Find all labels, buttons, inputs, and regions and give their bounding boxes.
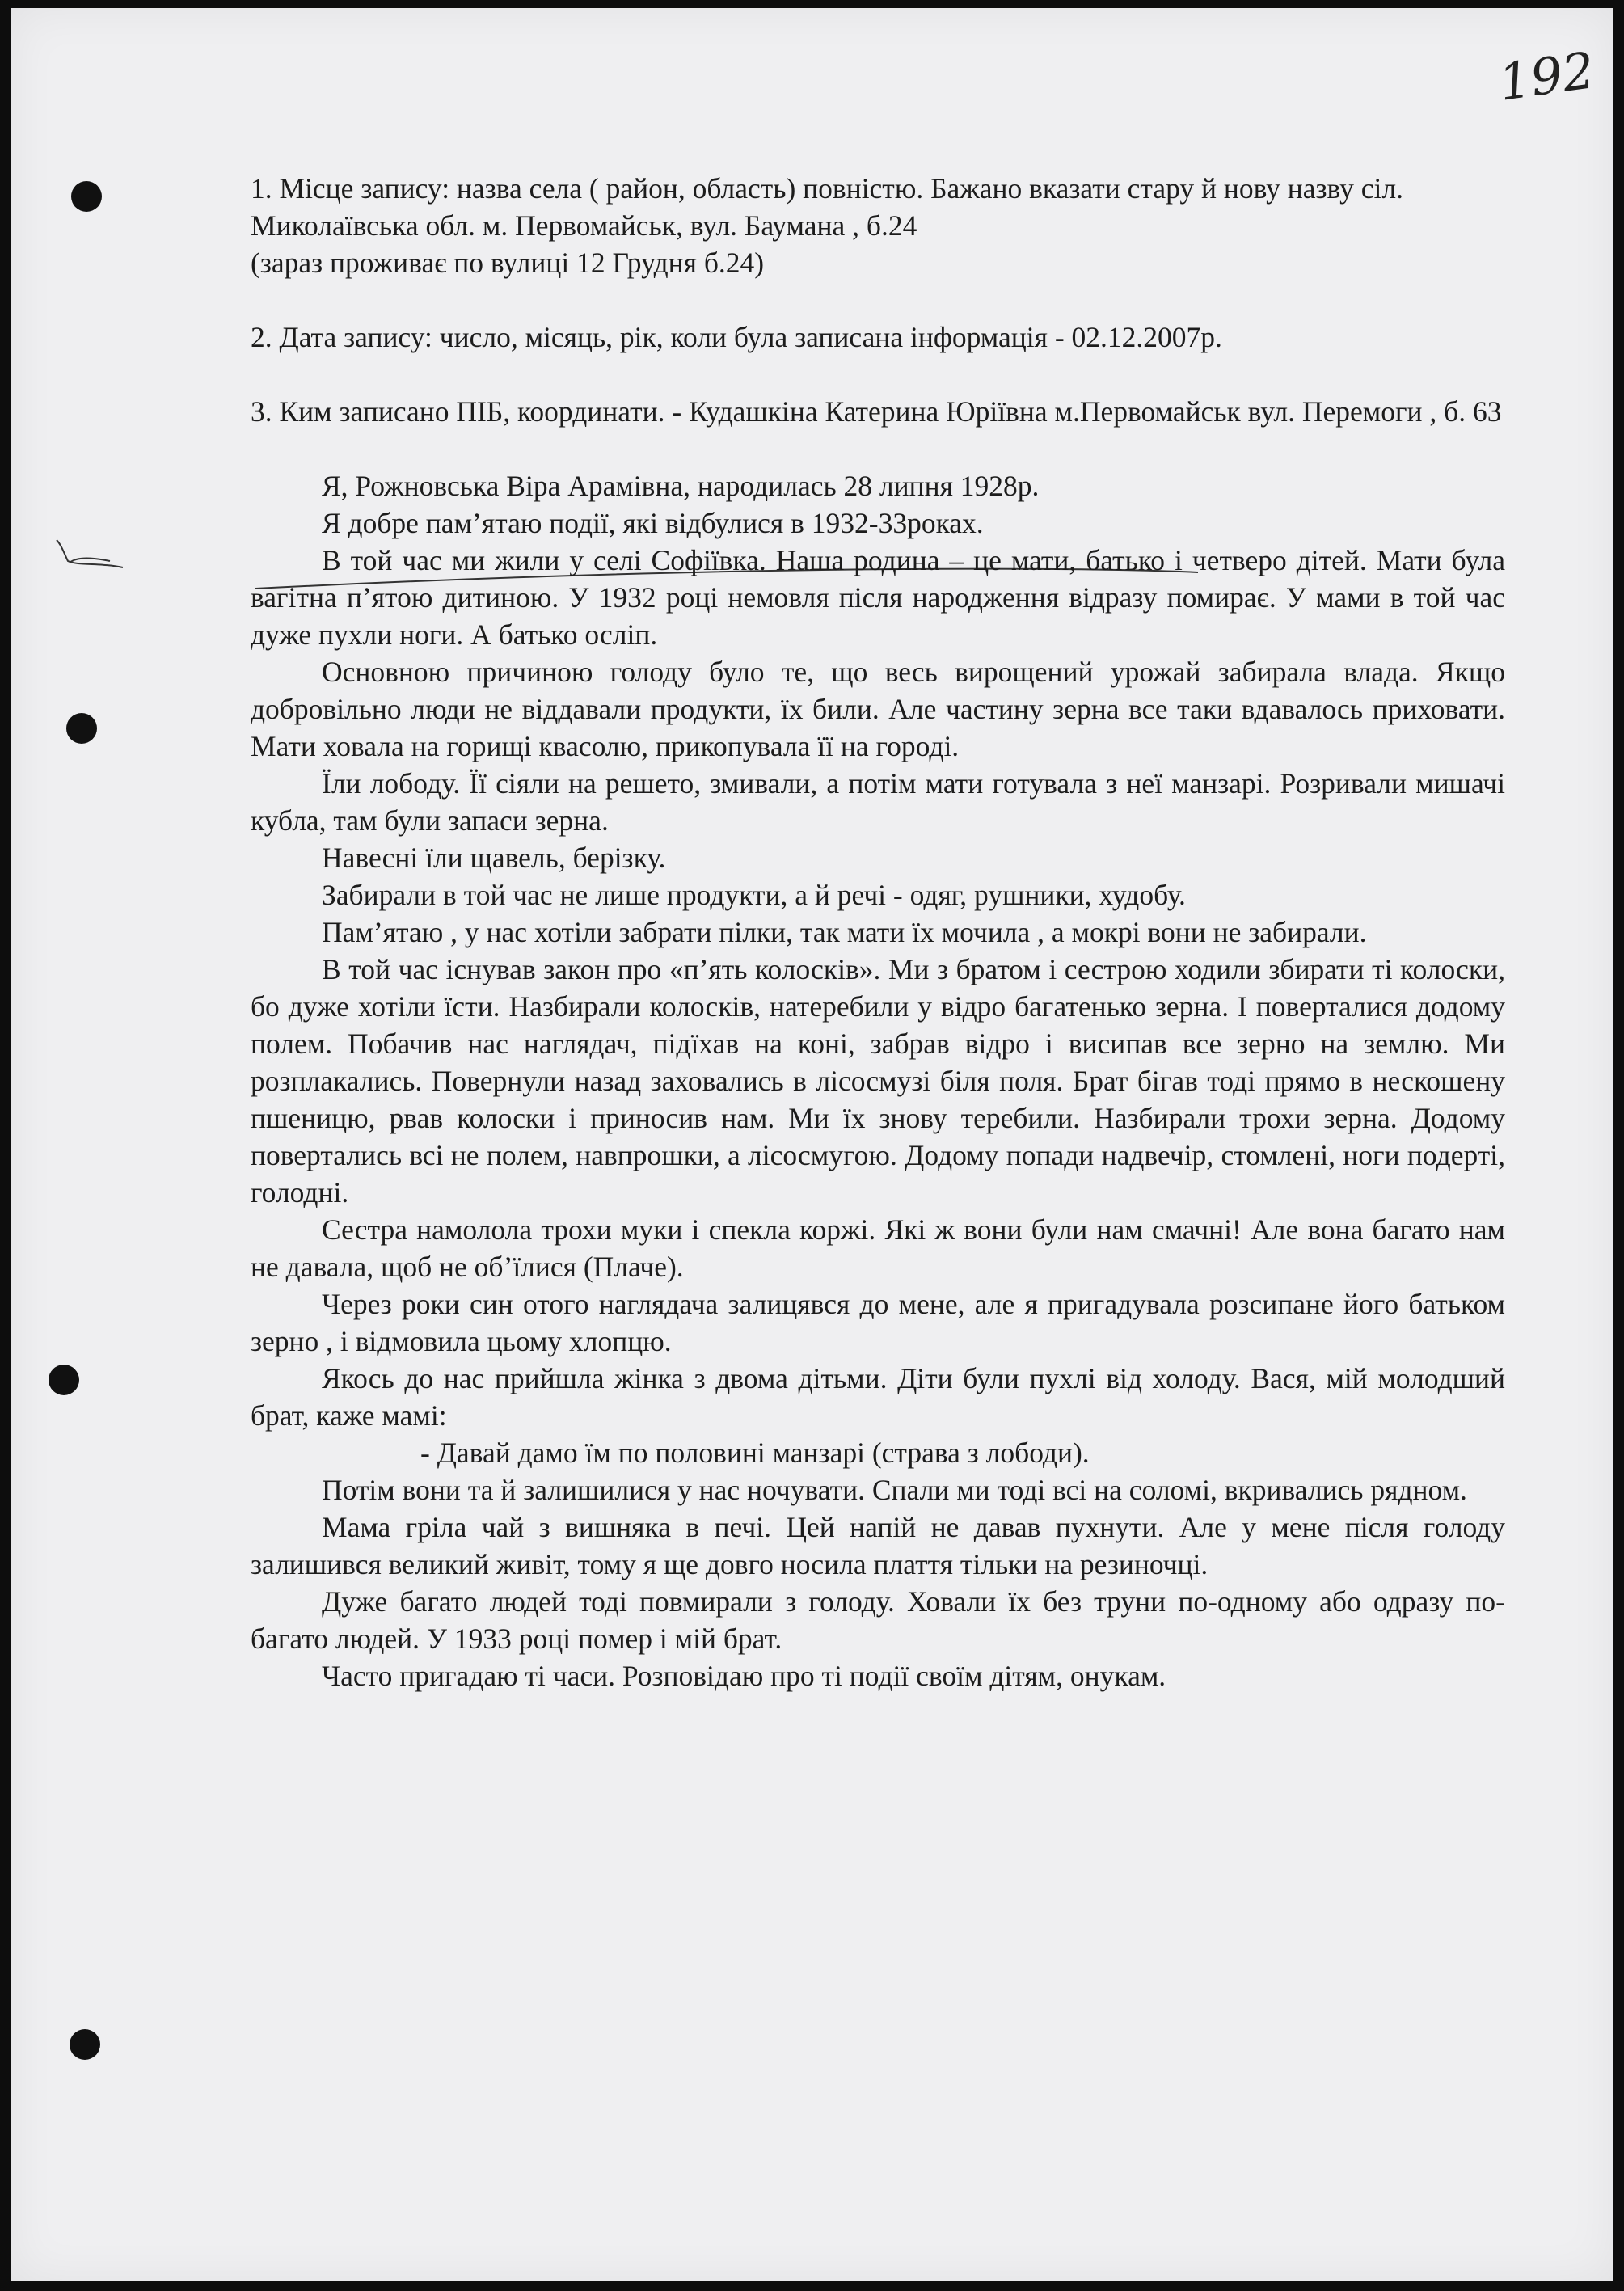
testimony-paragraph: Основною причиною голоду було те, що весь вирощений урожай забирала влада. Якщо добровільно люди не віддавали продукти, їх били. Але частину зерна все таки вдавалось приховати. Мати ховала на горищі квасолю, прикопувала її на городі. bbox=[251, 656, 1505, 762]
punch-hole-3 bbox=[49, 1365, 79, 1395]
record-place-question: 1. Місце запису: назва села ( район, область) повністю. Бажано вказати стару й нову назву сіл. bbox=[251, 172, 1403, 205]
punch-hole-1 bbox=[71, 181, 102, 212]
testimony-paragraph: Часто пригадаю ті часи. Розповідаю про ті події своїм дітям, онукам. bbox=[322, 1660, 1166, 1692]
testimony-paragraph: Їли лободу. Її сіяли на решето, змивали, а потім мати готувала з неї манзарі. Розривали мишачі кубла, там були запаси зерна. bbox=[251, 767, 1505, 837]
testimony-paragraph: Навесні їли щавель, берізку. bbox=[322, 842, 666, 874]
testimony-paragraph: Я добре пам’ятаю події, які відбулися в 1932-33роках. bbox=[322, 507, 984, 539]
testimony-paragraph: Забирали в той час не лише продукти, а й речі - одяг, рушники, худобу. bbox=[322, 879, 1186, 911]
testimony-paragraph: Дуже багато людей тоді повмирали з голоду. Ховали їх без труни по-одному або одразу по-багато людей. У 1933 році помер і мій брат. bbox=[251, 1585, 1505, 1655]
testimony-intro: Я, Рожновська Віра Арамівна, народилась 28 липня 1928р. bbox=[322, 470, 1040, 502]
testimony-paragraph: Сестра намолола трохи муки і спекла коржі. Які ж вони були нам смачні! Але вона багато нам не давала, щоб не об’їлися (Плаче). bbox=[251, 1213, 1505, 1283]
margin-pen-mark bbox=[53, 534, 134, 574]
testimony-paragraph: Мама гріла чай з вишняка в печі. Цей напій не давав пухнути. Але у мене після голоду залишився великий живіт, тому я ще довго носила плаття тільки на резиночці. bbox=[251, 1511, 1505, 1580]
record-place-current-address: (зараз проживає по вулиці 12 Грудня б.24) bbox=[251, 247, 765, 279]
document-body bbox=[251, 170, 1505, 1694]
punch-hole-4 bbox=[70, 2029, 100, 2060]
testimony-paragraph: Пам’ятаю , у нас хотіли забрати пілки, так мати їх мочила , а мокрі вони не забирали. bbox=[322, 916, 1367, 948]
handwritten-page-number: 192 bbox=[1495, 40, 1598, 112]
paper-sheet bbox=[11, 8, 1613, 2281]
testimony-paragraph: В той час ми жили у селі Софіївка. Наша родина – це мати, батько і четверо дітей. Мати була вагітна п’ятою дитиною. У 1932 році немовля після народження відразу помирає. У мами в той час дуже пухли ноги. А батько осліп. bbox=[251, 544, 1505, 651]
testimony-dialogue: - Давай дамо їм по половині манзарі (страва з лободи). bbox=[420, 1437, 1090, 1469]
recorder-info: 3. Ким записано ПІБ, координати. - Кудашкіна Катерина Юріївна м.Первомайськ вул. Перемоги , б. 63 bbox=[251, 395, 1502, 428]
testimony-paragraph: Потім вони та й залишилися у нас ночувати. Спали ми тоді всі на соломі, вкривались рядном. bbox=[322, 1474, 1467, 1506]
testimony-paragraph: В той час існував закон про «п’ять колосків». Ми з братом і сестрою ходили збирати ті колоски, бо дуже хотіли їсти. Назбирали колосків, натеребили у відро багатенько зерна. І поверталися додому полем. Побачив нас наглядач, підїхав на коні, забрав відро і висипав все зерно на землю. Ми розплакались. Повернули назад заховались в лісосмузі біля поля. Брат бігав тоді прямо в нескошену пшеницю, рвав колоски і приносив нам. Ми їх знову теребили. Назбирали трохи зерна. Додому повертались всі не полем, навпрошки, а лісосмугою. Додому попади надвечір, стомлені, ноги подерті, голодні. bbox=[251, 953, 1505, 1209]
testimony-paragraph: Якось до нас прийшла жінка з двома дітьми. Діти були пухлі від холоду. Вася, мій молодший брат, каже мамі: bbox=[251, 1362, 1505, 1432]
record-date: 2. Дата запису: число, місяць, рік, коли була записана інформація - 02.12.2007р. bbox=[251, 321, 1222, 353]
record-place-answer: Миколаївська обл. м. Первомайськ, вул. Баумана , б.24 bbox=[251, 209, 917, 242]
punch-hole-2 bbox=[66, 713, 97, 744]
testimony-paragraph: Через роки син отого наглядача залицявся до мене, але я пригадувала розсипане його батьком зерно , і відмовила цьому хлопцю. bbox=[251, 1288, 1505, 1357]
